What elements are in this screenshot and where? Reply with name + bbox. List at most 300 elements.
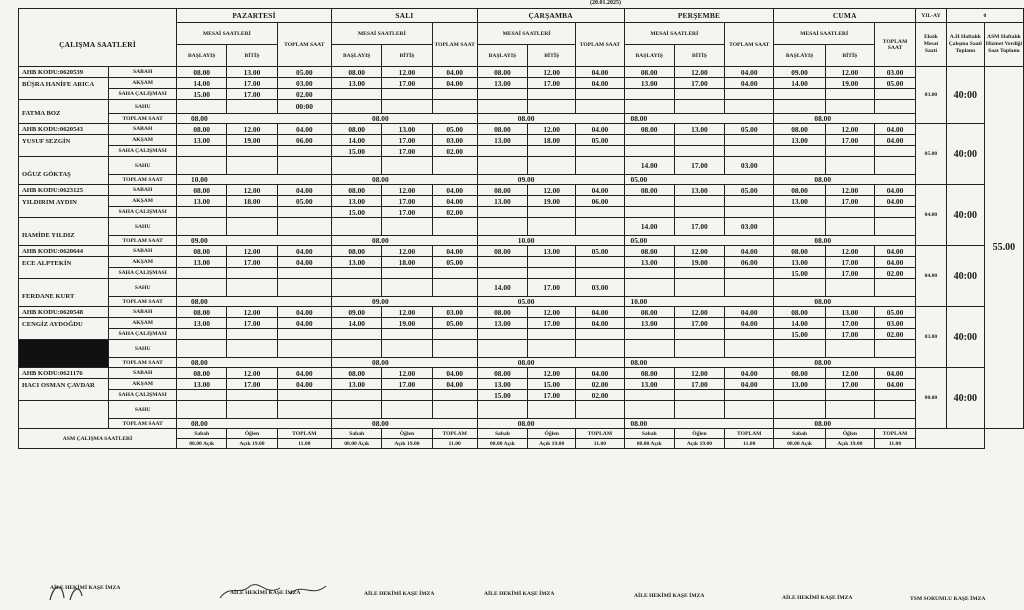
ah-haftalik-value: 40:00	[946, 246, 984, 307]
day-total: 08.00	[774, 236, 916, 246]
day-header: CUMA	[774, 9, 916, 23]
row-label-toplam: TOPLAM SAAT	[109, 114, 177, 124]
asm-total: 11.00	[874, 439, 915, 449]
time-cell: 12.00	[382, 368, 432, 379]
time-cell	[528, 100, 576, 114]
time-cell: 08.00	[332, 185, 382, 196]
time-cell: 02.00	[576, 379, 624, 390]
time-cell	[177, 401, 227, 419]
time-cell: 12.00	[825, 124, 874, 135]
asm-acik: Açık	[650, 440, 662, 447]
time-cell: 17.00	[227, 78, 277, 89]
time-cell	[774, 401, 825, 419]
time-cell: 08.00	[624, 368, 674, 379]
time-cell: 17.00	[528, 318, 576, 329]
time-cell	[674, 268, 724, 279]
day-total: 08.00	[774, 297, 916, 307]
time-cell: 19.00	[528, 196, 576, 207]
time-cell	[528, 329, 576, 340]
time-cell	[528, 268, 576, 279]
time-cell: 17.00	[227, 257, 277, 268]
time-cell: 08.00	[477, 124, 527, 135]
staff-name	[19, 401, 109, 429]
time-cell	[576, 207, 624, 218]
time-cell: 12.00	[382, 185, 432, 196]
time-cell	[825, 390, 874, 401]
day-total: 09.00	[332, 297, 478, 307]
time-cell: 14.00	[774, 78, 825, 89]
time-cell: 06.00	[725, 257, 774, 268]
row-label-aksam: AKŞAM	[109, 318, 177, 329]
asm-end: 19.00	[849, 440, 863, 447]
time-cell: 12.00	[825, 67, 874, 78]
time-cell	[382, 89, 432, 100]
time-cell	[227, 218, 277, 236]
time-cell	[177, 329, 227, 340]
row-label-aksam: AKŞAM	[109, 196, 177, 207]
time-cell	[576, 100, 624, 114]
time-cell	[177, 268, 227, 279]
asm-acik: Açık	[800, 440, 812, 447]
time-cell	[576, 329, 624, 340]
row-label-sabah: SABAH	[109, 368, 177, 379]
asm-acik: Açık	[503, 440, 515, 447]
time-cell: 02.00	[874, 329, 915, 340]
bitis-header: BİTİŞ	[528, 45, 576, 67]
time-cell: 04.00	[576, 67, 624, 78]
time-cell	[825, 207, 874, 218]
time-cell: 14.00	[624, 157, 674, 175]
day-total: 05.00	[477, 297, 624, 307]
time-cell	[332, 390, 382, 401]
time-cell: 12.00	[528, 307, 576, 318]
mesai-header: MESAİ SAATLERİ	[774, 23, 875, 45]
row-label-toplam: TOPLAM SAAT	[109, 358, 177, 368]
row-label-aksam: AKŞAM	[109, 78, 177, 89]
time-cell	[277, 146, 331, 157]
time-cell	[277, 279, 331, 297]
staff-name: FERDANE KURT	[19, 279, 109, 307]
time-cell	[725, 196, 774, 207]
time-cell: 17.00	[528, 390, 576, 401]
time-cell: 04.00	[576, 185, 624, 196]
time-cell	[725, 146, 774, 157]
day-total: 05.00	[624, 236, 774, 246]
asm-start: 08.00	[189, 440, 202, 447]
time-cell: 13.00	[674, 185, 724, 196]
time-cell	[825, 100, 874, 114]
ahb-code: AHB KODU:0620548	[19, 307, 109, 318]
time-cell: 04.00	[874, 368, 915, 379]
bitis-header: BİTİŞ	[825, 45, 874, 67]
time-cell	[477, 329, 527, 340]
time-cell: 04.00	[874, 246, 915, 257]
time-cell	[725, 340, 774, 358]
time-cell: 08.00	[177, 124, 227, 135]
day-total: 08.00	[624, 358, 774, 368]
time-cell	[432, 390, 477, 401]
eksik-mesai-value: 03.00	[916, 67, 947, 124]
time-cell: 05.00	[874, 78, 915, 89]
asm-sabah-header: Sabah	[624, 429, 674, 439]
time-cell	[725, 279, 774, 297]
time-cell	[874, 100, 915, 114]
time-cell	[332, 279, 382, 297]
time-cell: 17.00	[528, 78, 576, 89]
bitis-header: BİTİŞ	[674, 45, 724, 67]
time-cell	[725, 100, 774, 114]
time-cell	[624, 146, 674, 157]
time-cell: 02.00	[277, 89, 331, 100]
asm-oglen-values	[825, 439, 874, 449]
asm-total: 11.00	[277, 439, 331, 449]
time-cell	[227, 329, 277, 340]
time-cell: 04.00	[725, 379, 774, 390]
time-cell: 13.00	[332, 257, 382, 268]
time-cell: 17.00	[825, 257, 874, 268]
time-cell: 13.00	[177, 318, 227, 329]
time-cell	[825, 340, 874, 358]
ahb-code: AHB KODU:0620644	[19, 246, 109, 257]
time-cell	[432, 89, 477, 100]
baslayis-header: BAŞLAYIŞ	[177, 45, 227, 67]
time-cell: 15.00	[528, 379, 576, 390]
time-cell	[874, 207, 915, 218]
day-total: 08.00	[332, 419, 478, 429]
time-cell	[227, 390, 277, 401]
asm-end: 19.00	[251, 440, 265, 447]
row-label-aksam: AKŞAM	[109, 135, 177, 146]
time-cell: 08.00	[774, 185, 825, 196]
time-cell	[674, 89, 724, 100]
time-cell: 04.00	[277, 246, 331, 257]
ahb-code: AHB KODU:0623125	[19, 185, 109, 196]
time-cell: 05.00	[725, 124, 774, 135]
row-label-sabah: SABAH	[109, 307, 177, 318]
time-cell: 19.00	[227, 135, 277, 146]
time-cell	[674, 401, 724, 419]
time-cell: 12.00	[674, 368, 724, 379]
time-cell: 04.00	[874, 135, 915, 146]
time-cell	[477, 146, 527, 157]
time-cell: 17.00	[227, 89, 277, 100]
time-cell: 17.00	[528, 279, 576, 297]
time-cell: 04.00	[725, 246, 774, 257]
time-cell	[874, 279, 915, 297]
asm-toplam-header: TOPLAM	[725, 429, 774, 439]
time-cell: 17.00	[825, 329, 874, 340]
time-cell	[825, 401, 874, 419]
time-cell	[576, 268, 624, 279]
time-cell	[332, 340, 382, 358]
time-cell: 13.00	[477, 78, 527, 89]
calisma-saatleri-header: ÇALIŞMA SAATLERİ	[19, 23, 177, 67]
time-cell	[332, 218, 382, 236]
time-cell: 18.00	[227, 196, 277, 207]
time-cell: 02.00	[432, 146, 477, 157]
time-cell: 08.00	[332, 246, 382, 257]
time-cell: 04.00	[432, 67, 477, 78]
time-cell: 12.00	[382, 246, 432, 257]
time-cell	[177, 157, 227, 175]
time-cell: 13.00	[177, 257, 227, 268]
eksik-mesai-value: 04.00	[916, 185, 947, 246]
asm-oglen-header: Öğlen	[227, 429, 277, 439]
mesai-header: MESAİ SAATLERİ	[177, 23, 278, 45]
time-cell	[674, 340, 724, 358]
time-cell: 14.00	[332, 318, 382, 329]
row-label-saha: SAHA ÇALIŞMASI	[109, 268, 177, 279]
time-cell: 17.00	[825, 135, 874, 146]
time-cell: 08.00	[332, 368, 382, 379]
asm-acik: Açık	[239, 440, 251, 447]
time-cell: 09.00	[774, 67, 825, 78]
time-cell: 12.00	[528, 185, 576, 196]
time-cell: 05.00	[576, 135, 624, 146]
time-cell: 08.00	[477, 307, 527, 318]
time-cell: 04.00	[277, 368, 331, 379]
time-cell	[624, 268, 674, 279]
time-cell: 03.00	[576, 279, 624, 297]
doctor-name: ECE ALPTEKİN	[19, 257, 109, 279]
row-label-sabah: SABAH	[109, 124, 177, 135]
time-cell	[774, 146, 825, 157]
doctor-name: HACI OSMAN ÇAVDAR	[19, 379, 109, 401]
time-cell	[576, 89, 624, 100]
asm-start: 08.00	[787, 440, 800, 447]
time-cell: 12.00	[528, 124, 576, 135]
row-label-aksam: AKŞAM	[109, 379, 177, 390]
time-cell: 08.00	[774, 307, 825, 318]
time-cell: 03.00	[432, 135, 477, 146]
time-cell	[725, 135, 774, 146]
day-total: 08.00	[332, 236, 478, 246]
row-label-toplam: TOPLAM SAAT	[109, 419, 177, 429]
time-cell: 12.00	[227, 368, 277, 379]
time-cell: 08.00	[624, 246, 674, 257]
ah-haftalik-value: 40:00	[946, 67, 984, 124]
asm-acik: Açık	[202, 440, 215, 447]
time-cell	[624, 89, 674, 100]
time-cell: 04.00	[277, 185, 331, 196]
day-total: 08.00	[774, 419, 916, 429]
time-cell	[528, 218, 576, 236]
asm-sabah-header: Sabah	[177, 429, 227, 439]
time-cell: 17.00	[674, 379, 724, 390]
row-label-saha: SAHA ÇALIŞMASI	[109, 207, 177, 218]
row-label-sabah: SABAH	[109, 67, 177, 78]
time-cell: 14.00	[624, 218, 674, 236]
time-cell	[332, 329, 382, 340]
time-cell: 17.00	[227, 318, 277, 329]
time-cell: 04.00	[432, 379, 477, 390]
time-cell: 13.00	[528, 246, 576, 257]
time-cell	[528, 257, 576, 268]
time-cell: 13.00	[477, 379, 527, 390]
time-cell: 08.00	[477, 185, 527, 196]
time-cell: 04.00	[725, 318, 774, 329]
toplam-saat-header: TOPLAM SAAT	[576, 23, 624, 67]
time-cell	[725, 207, 774, 218]
day-total: 10.00	[477, 236, 624, 246]
time-cell	[725, 268, 774, 279]
col-v-header: 0	[946, 9, 1023, 23]
time-cell	[528, 146, 576, 157]
time-cell: 04.00	[725, 307, 774, 318]
asm-start: 08.00	[636, 440, 650, 447]
time-cell: 14.00	[332, 135, 382, 146]
baslayis-header: BAŞLAYIŞ	[624, 45, 674, 67]
day-total: 08.00	[624, 419, 774, 429]
row-label-saha: SAHA ÇALIŞMASI	[109, 89, 177, 100]
time-cell	[674, 135, 724, 146]
time-cell	[874, 89, 915, 100]
time-cell	[277, 329, 331, 340]
day-total: 08.00	[477, 114, 624, 124]
asm-toplam-header: TOPLAM	[432, 429, 477, 439]
time-cell	[382, 401, 432, 419]
asm-acik: Açık	[394, 440, 406, 447]
time-cell: 15.00	[774, 329, 825, 340]
time-cell: 17.00	[674, 318, 724, 329]
ah-haftalik-value: 40:00	[946, 185, 984, 246]
time-cell	[177, 279, 227, 297]
time-cell	[576, 340, 624, 358]
row-label-sah: SAHU	[109, 401, 177, 419]
time-cell: 08.00	[477, 368, 527, 379]
time-cell	[177, 340, 227, 358]
day-total: 10.00	[177, 175, 332, 185]
time-cell	[332, 268, 382, 279]
time-cell: 17.00	[674, 218, 724, 236]
asm-start: 08.00	[489, 440, 503, 447]
time-cell: 02.00	[432, 207, 477, 218]
tsm-signature-label: TSM SORUMLU KAŞE İMZA	[910, 596, 986, 602]
time-cell	[774, 157, 825, 175]
time-cell: 04.00	[576, 307, 624, 318]
time-cell: 04.00	[576, 78, 624, 89]
day-header: PERŞEMBE	[624, 9, 774, 23]
time-cell: 17.00	[825, 196, 874, 207]
asm-oglen-values	[382, 439, 432, 449]
work-schedule-sheet	[18, 8, 1024, 602]
time-cell: 12.00	[227, 185, 277, 196]
mesai-header: MESAİ SAATLERİ	[624, 23, 725, 45]
signature-label: AİLE HEKİMİ KAŞE İMZA	[364, 591, 435, 597]
asm-oglen-header: Öğlen	[674, 429, 724, 439]
asm-toplam-header: TOPLAM	[576, 429, 624, 439]
time-cell: 13.00	[477, 318, 527, 329]
eksik-mesai-value: 00.00	[916, 368, 947, 429]
asm-sabah-header: Sabah	[332, 429, 382, 439]
time-cell: 13.00	[774, 135, 825, 146]
asm-oglen-header: Öğlen	[825, 429, 874, 439]
time-cell	[382, 157, 432, 175]
time-cell	[774, 340, 825, 358]
time-cell: 12.00	[382, 307, 432, 318]
ah-haftalik-header: A.H Haftalık Çalışma Saati Toplamı	[946, 23, 984, 67]
time-cell	[624, 390, 674, 401]
time-cell: 17.00	[382, 146, 432, 157]
time-cell	[674, 100, 724, 114]
time-cell: 04.00	[725, 78, 774, 89]
row-label-saha: SAHA ÇALIŞMASI	[109, 146, 177, 157]
time-cell: 08.00	[332, 67, 382, 78]
asm-start: 08.00	[344, 440, 357, 447]
time-cell: 12.00	[227, 124, 277, 135]
asm-sabah-header: Sabah	[774, 429, 825, 439]
toplam-saat-header: TOPLAM SAAT	[432, 23, 477, 67]
time-cell: 13.00	[825, 307, 874, 318]
time-cell: 15.00	[177, 89, 227, 100]
toplam-saat-header: TOPLAM SAAT	[725, 23, 774, 67]
time-cell	[725, 401, 774, 419]
eksik-mesai-header: Eksik Mesai Saati	[916, 23, 947, 67]
time-cell	[874, 218, 915, 236]
time-cell	[624, 329, 674, 340]
time-cell: 17.00	[382, 196, 432, 207]
asm-total: 11.00	[725, 439, 774, 449]
time-cell	[576, 401, 624, 419]
time-cell: 12.00	[382, 67, 432, 78]
asm-sabah-values	[177, 439, 227, 449]
time-cell: 04.00	[277, 379, 331, 390]
time-cell	[624, 279, 674, 297]
time-cell	[227, 268, 277, 279]
day-total: 10.00	[624, 297, 774, 307]
ah-haftalik-value: 40:00	[946, 307, 984, 368]
time-cell	[674, 146, 724, 157]
time-cell	[477, 340, 527, 358]
time-cell	[332, 401, 382, 419]
time-cell: 05.00	[874, 307, 915, 318]
time-cell: 12.00	[227, 307, 277, 318]
staff-name: FATMA BOZ	[19, 100, 109, 124]
time-cell	[624, 401, 674, 419]
time-cell	[332, 157, 382, 175]
time-cell	[624, 100, 674, 114]
time-cell: 17.00	[825, 379, 874, 390]
row-label-toplam: TOPLAM SAAT	[109, 236, 177, 246]
asm-total: 11.00	[576, 439, 624, 449]
day-total: 08.00	[774, 114, 916, 124]
time-cell	[277, 401, 331, 419]
time-cell	[177, 100, 227, 114]
time-cell	[624, 207, 674, 218]
time-cell: 13.00	[332, 379, 382, 390]
time-cell	[576, 257, 624, 268]
time-cell: 12.00	[528, 67, 576, 78]
time-cell	[227, 100, 277, 114]
time-cell	[227, 146, 277, 157]
time-cell: 05.00	[432, 257, 477, 268]
schedule-table	[18, 8, 1024, 449]
asm-end: 19.00	[699, 440, 713, 447]
time-cell	[177, 390, 227, 401]
day-total: 08.00	[332, 175, 478, 185]
time-cell	[227, 340, 277, 358]
ahb-code: AHB KODU:0620543	[19, 124, 109, 135]
time-cell: 08.00	[477, 246, 527, 257]
day-total: 08.00	[332, 358, 478, 368]
doctor-name: YILDIRIM AYDIN	[19, 196, 109, 218]
day-header: ÇARŞAMBA	[477, 9, 624, 23]
time-cell: 08.00	[177, 185, 227, 196]
ah-haftalik-value: 40:00	[946, 368, 984, 429]
time-cell: 05.00	[432, 124, 477, 135]
baslayis-header: BAŞLAYIŞ	[477, 45, 527, 67]
time-cell	[382, 279, 432, 297]
